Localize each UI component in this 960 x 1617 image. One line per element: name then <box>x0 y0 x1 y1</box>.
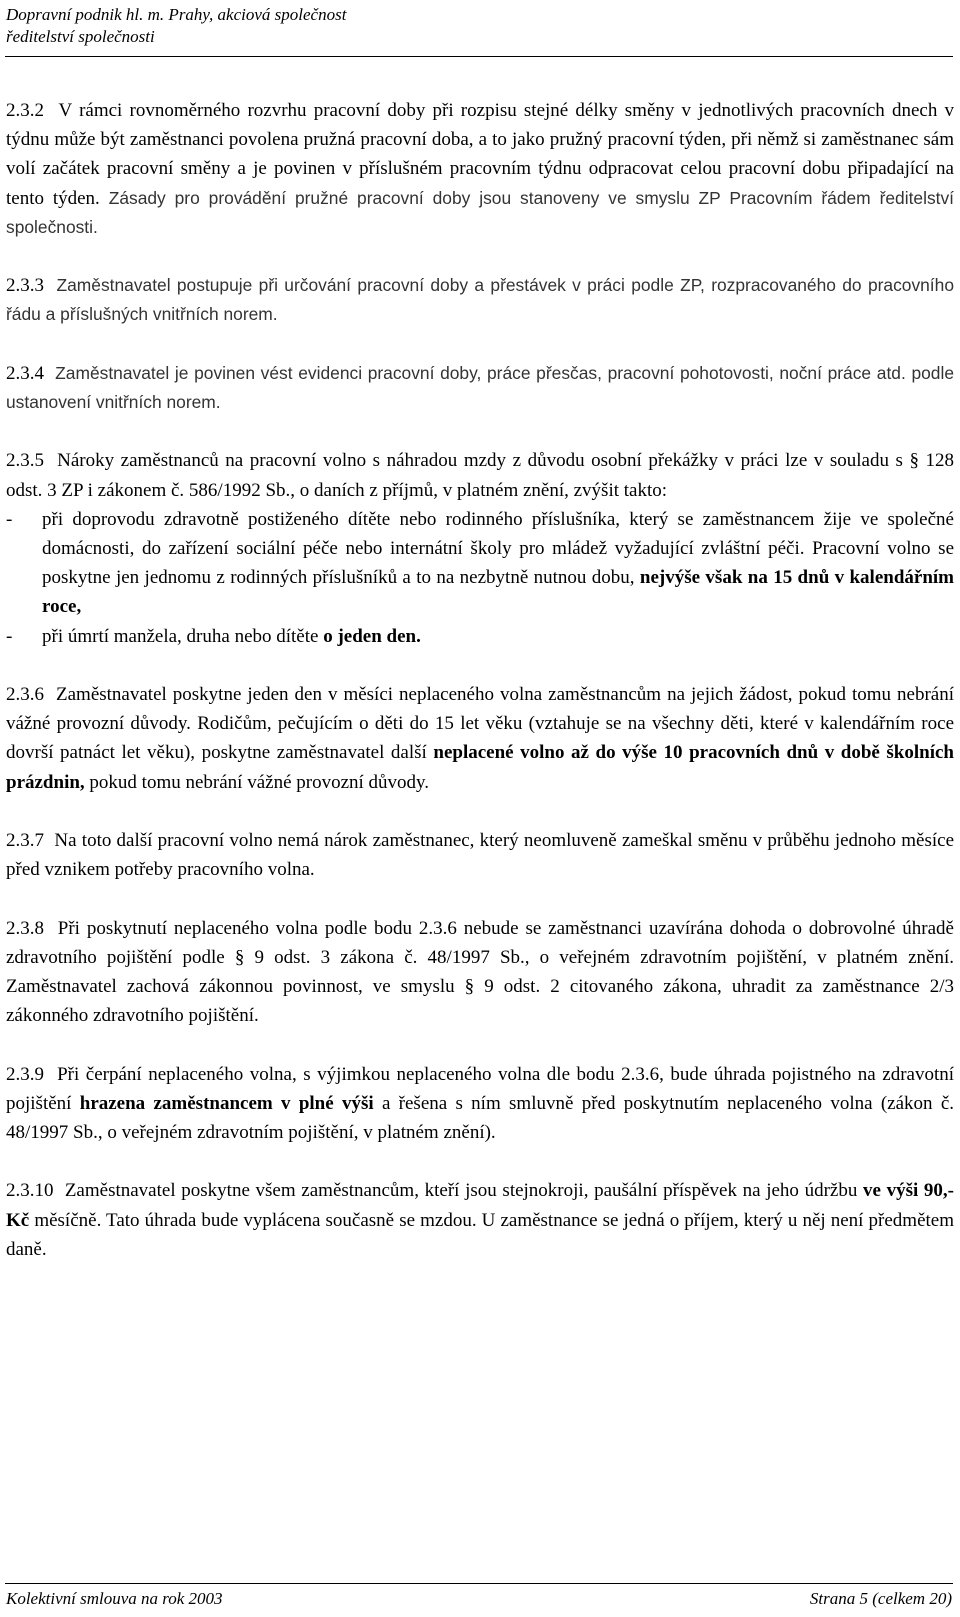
section-2-3-7 <box>6 826 954 884</box>
section-text: Na toto další pracovní volno nemá nárok zaměstnanec, který neomluveně zameškal směnu v průběhu jednoho měsíce před vznikem potřeby pracovního volna. <box>6 830 955 881</box>
section-bold: ve výši 90,- Kč <box>6 1180 955 1231</box>
section-2-3-10 <box>6 1176 954 1264</box>
page-header <box>6 4 346 48</box>
section-2-3-3 <box>6 271 954 329</box>
section-number: 2.3.5 <box>6 450 44 472</box>
section-2-3-6 <box>6 680 954 797</box>
footer-document-title: Kolektivní smlouva na rok 2003 <box>6 1589 223 1608</box>
section-number: 2.3.8 <box>6 917 44 939</box>
section-2-3-4 <box>6 359 954 417</box>
section-number: 2.3.7 <box>6 830 44 851</box>
section-text: Při čerpání neplaceného volna, s výjimkou neplaceného volna dle bodu 2.3.6, bude úhrada pojistného na zdravotní pojištění <box>6 1063 955 1114</box>
list-item-bold: nejvýše však na 15 dnů v kalendářním roce, <box>42 567 955 618</box>
list-item <box>6 622 954 651</box>
list-item-text: při úmrtí manžela, druha nebo dítěte <box>42 625 319 647</box>
list-item-bold: o jeden den. <box>323 625 421 647</box>
section-bold: hrazena zaměstnancem v plné výši <box>79 1092 374 1114</box>
list-dash: - <box>6 508 13 530</box>
header-department: ředitelství společnosti <box>6 27 155 46</box>
section-text: Nároky zaměstnanců na pracovní volno s náhradou mzdy z důvodu osobní překážky v práci lze v souladu s § 128 odst. 3 ZP i zákonem č. 586/1992 Sb., o daních z příjmů, v platném znění, zvýšit takto: <box>6 450 955 501</box>
section-text: Při poskytnutí neplaceného volna podle bodu 2.3.6 nebude se zaměstnanci uzavírána dohoda o dobrovolné úhradě zdravotního pojištění podle § 9 odst. 3 zákona č. 48/1997 Sb., o veřejném zdravotním pojištění, v platném znění. Zaměstnavatel zachová zákonnou povinnost, ve smyslu § 9 odst. 2 citovaného zákona, uhradit za zaměstnance 2/3 zákonného zdravotního pojištění. <box>6 917 954 1027</box>
list-dash: - <box>6 625 13 647</box>
section-text: Zaměstnavatel postupuje při určování pracovní doby a přestávek v práci podle ZP, rozpracovaného do pracovního řádu a příslušných vnitřních norem. <box>6 275 954 325</box>
list-item-text: při doprovodu zdravotně postiženého dítěte nebo rodinného příslušníka, který se zaměstnancem žije ve společné domácnosti, do zařízení sociální péče nebo internátní školy pro mládež vyžadující zvláštní péči. Pracovní volno se poskytne jen jednomu z rodinných příslušníků a to na nezbytně nutnou dobu, <box>42 508 954 589</box>
section-text: V rámci rovnoměrného rozvrhu pracovní doby při rozpisu stejné délky směny v jednotlivých pracovních dnech v týdnu může být zaměstnanci povolena pružná pracovní doba, a to jako pružný pracovní týden, při němž si zaměstnanec sám volí začátek pracovní směny a je povinen v příslušném pracovním týdnu odpracovat celou pracovní dobu připadající na tento týden. <box>6 100 954 209</box>
section-bold: neplacené volno až do výše 10 pracovních dnů v době školních prázdnin, <box>6 742 954 793</box>
section-number: 2.3.6 <box>6 684 44 705</box>
section-2-3-5 <box>6 446 954 650</box>
section-2-3-8 <box>6 914 954 1031</box>
list-item <box>6 505 954 622</box>
section-text: Zaměstnavatel je povinen vést evidenci pracovní doby, práce přesčas, pracovní pohotovosti, noční práce atd. podle ustanovení vnitřních norem. <box>6 362 954 412</box>
section-text-2: a řešena s ním smluvně před poskytnutím neplaceného volna (zákon č. 48/1997 Sb., o veřejném zdravotním pojištění, v platném znění). <box>6 1092 954 1143</box>
section-2-3-9 <box>6 1060 954 1148</box>
header-company: Dopravní podnik hl. m. Prahy, akciová společnost <box>6 5 347 24</box>
section-number: 2.3.4 <box>6 362 44 384</box>
section-text: Zaměstnavatel poskytne jeden den v měsíci neplaceného volna zaměstnancům na jejich žádost, pokud tomu nebrání vážné provozní důvody. Rodičům, pečujícím o děti do 15 let věku (vztahuje se na všechny děti, které v kalendářním roce dovrší patnáct let věku), poskytne zaměstnavatel další <box>6 684 954 764</box>
section-number: 2.3.10 <box>6 1180 54 1202</box>
section-text-2: měsíčně. Tato úhrada bude vyplácena současně se mzdou. U zaměstnance se jedná o příjem, který u něj není předmětem daně. <box>6 1209 955 1260</box>
section-number: 2.3.2 <box>6 100 44 121</box>
section-number: 2.3.3 <box>6 275 44 297</box>
entitlement-list <box>6 505 954 651</box>
section-2-3-2 <box>6 96 954 242</box>
section-text: Zaměstnavatel poskytne všem zaměstnancům, kteří jsou stejnokroji, paušální příspěvek na jeho údržbu <box>64 1180 858 1202</box>
footer-page-number: Strana 5 (celkem 20) <box>809 1589 952 1608</box>
section-text-2: Zásady pro provádění pružné pracovní doby jsou stanoveny ve smyslu ZP Pracovním řádem ředitelství společnosti. <box>6 187 954 237</box>
header-divider <box>5 56 953 57</box>
section-number: 2.3.9 <box>6 1063 44 1085</box>
document-body <box>6 96 954 1293</box>
footer-divider <box>5 1583 953 1584</box>
section-text-2: pokud tomu nebrání vážné provozní důvody. <box>89 771 430 793</box>
